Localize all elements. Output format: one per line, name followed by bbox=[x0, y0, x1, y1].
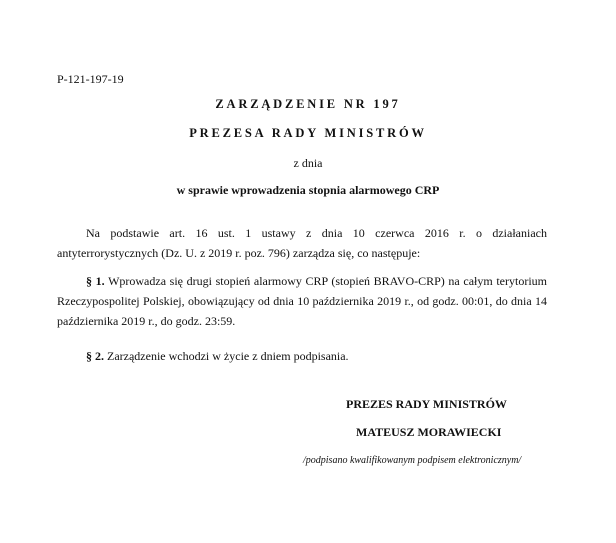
signature-note: /podpisano kwalifikowanym podpisem elektronicznym/ bbox=[303, 455, 522, 466]
section-2-text: Zarządzenie wchodzi w życie z dniem podpisania. bbox=[107, 349, 349, 363]
section-2-paragraph bbox=[57, 346, 547, 366]
date-line: z dnia bbox=[293, 156, 323, 170]
document-subject: w sprawie wprowadzenia stopnia alarmowego CRP bbox=[176, 183, 440, 197]
section-1-number: § 1. bbox=[86, 274, 105, 288]
document-issuer: PREZESA RADY MINISTRÓW bbox=[189, 126, 427, 140]
section-2-number: § 2. bbox=[86, 349, 104, 363]
section-1-paragraph bbox=[57, 271, 547, 331]
preamble-paragraph: Na podstawie art. 16 ust. 1 ustawy z dnia 10 czerwca 2016 r. o działaniach antyterrorystycznych (Dz. U. z 2019 r. poz. 796) zarządza się, co następuje: bbox=[57, 226, 547, 260]
signature-title: PREZES RADY MINISTRÓW bbox=[346, 397, 507, 411]
signature-name: MATEUSZ MORAWIECKI bbox=[356, 425, 502, 439]
section-1-text: Wprowadza się drugi stopień alarmowy CRP (stopień BRAVO-CRP) na całym terytorium Rzeczypospolitej Polskiej, obowiązujący od dnia 10 października 2019 r., od godz. 00:01, do dnia 14 października 2019 r., do godz. 23:59. bbox=[57, 274, 547, 328]
document-title: ZARZĄDZENIE NR 197 bbox=[215, 97, 401, 111]
document-reference: P-121-197-19 bbox=[57, 72, 124, 86]
